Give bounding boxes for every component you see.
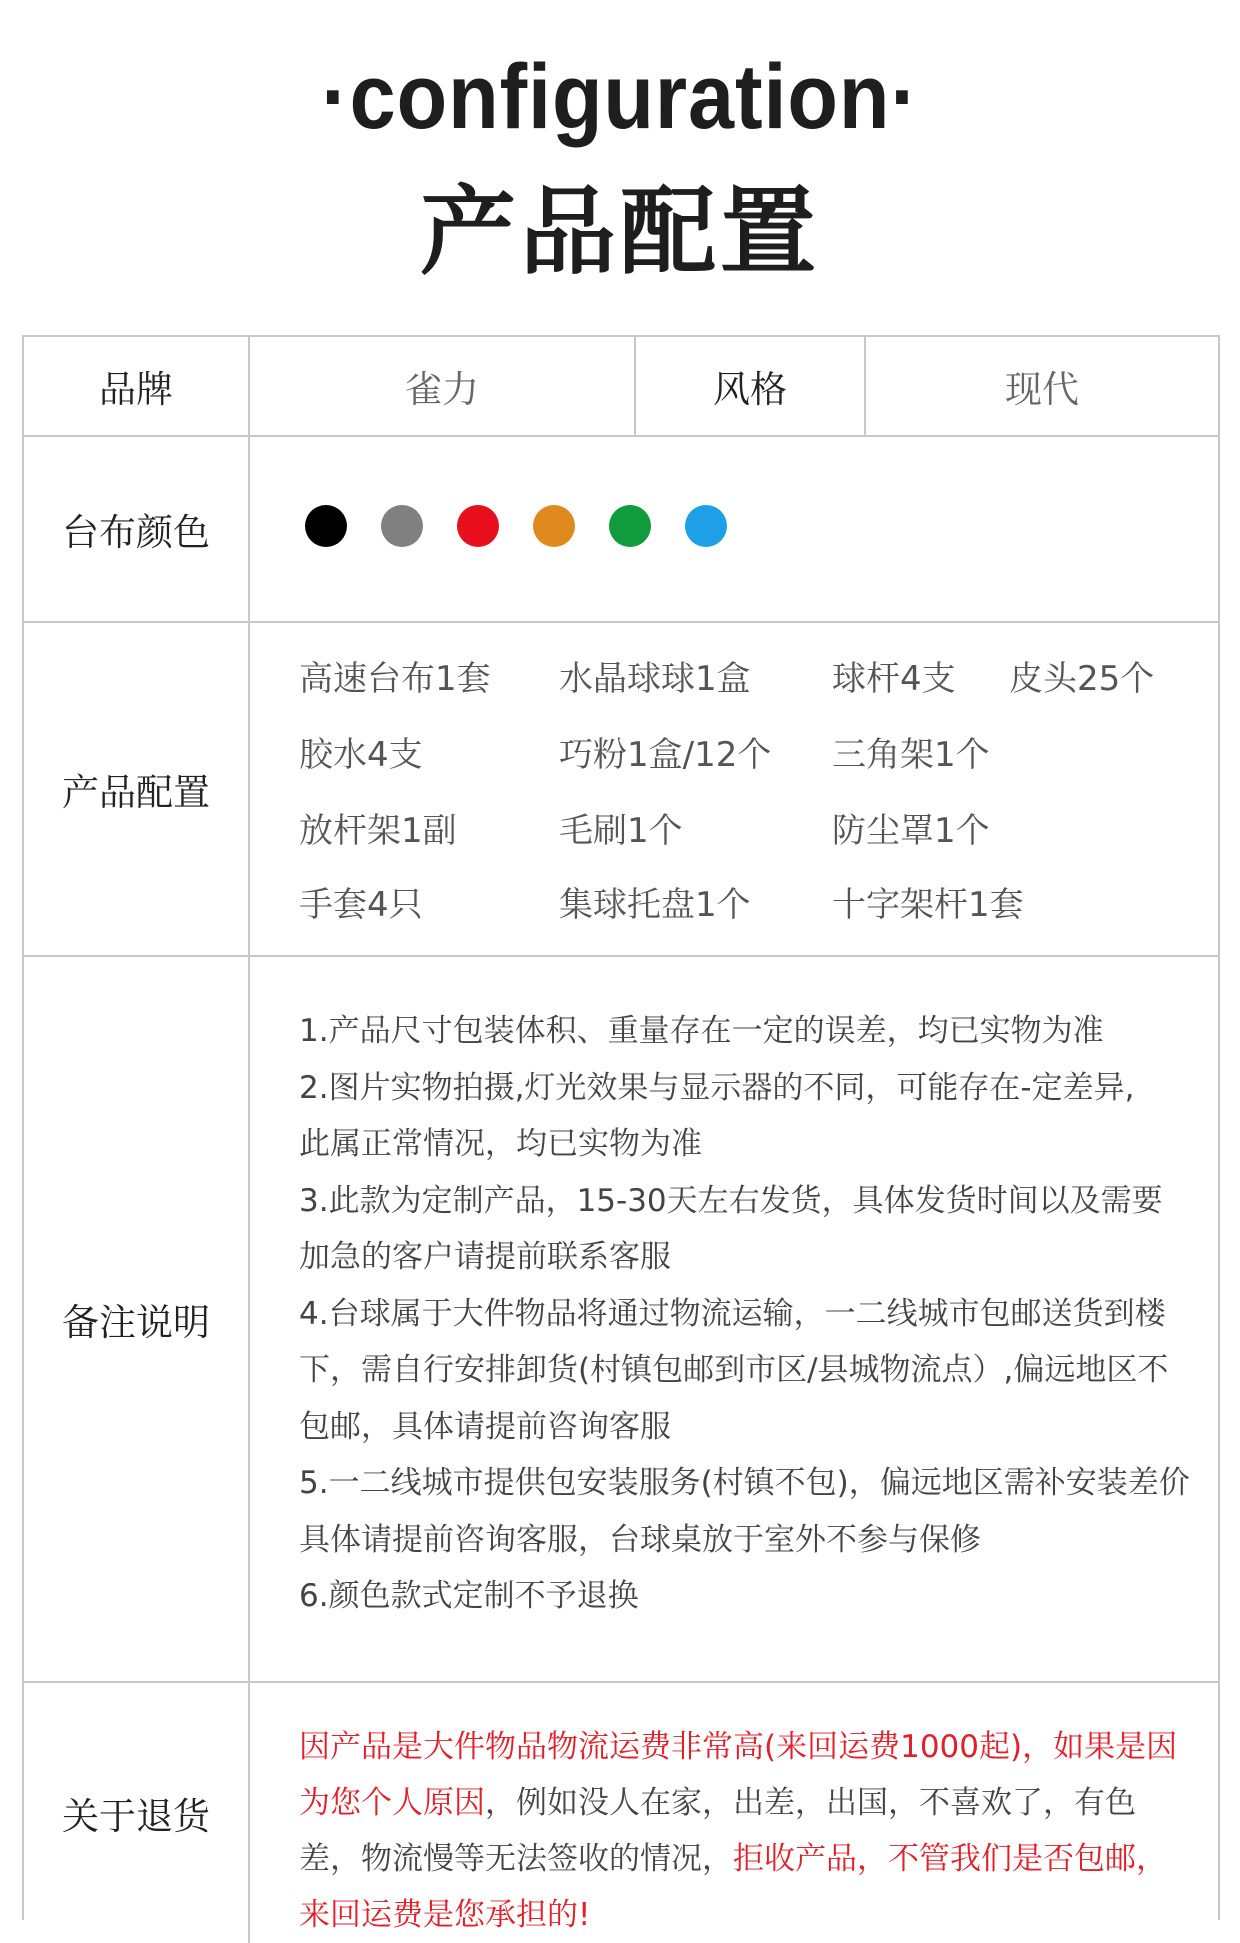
config-item: 放杆架1副 [299,811,457,851]
chinese-title: 产品配置 [420,176,820,288]
note-line: 加急的客户请提前联系客服 [299,1239,671,1275]
return-line-1: 因产品是大件物品物流运费非常高(来回运费1000起)，如果是因 [299,1729,1178,1765]
note-line: 4.台球属于大件物品将通过物流运输，一二线城市包邮送货到楼 [299,1295,1166,1332]
style-label: 风格 [636,337,866,435]
return-row [24,1683,1218,1943]
color-swatches [250,437,1218,621]
note-line: 6.颜色款式定制不予退换 [299,1578,639,1614]
note-line: 包邮，具体请提前咨询客服 [299,1408,671,1445]
color-label: 台布颜色 [24,437,250,621]
page-header [0,0,1240,330]
swatch-orange [533,505,575,547]
config-items [24,623,1218,955]
config-item: 手套4只 [299,885,423,925]
swatch-red [457,505,499,547]
note-line: 具体请提前咨询客服，台球桌放于室外不参与保修 [299,1521,981,1558]
return-line-2-rest: ，例如没人在家，出差，出国，不喜欢了，有色 [485,1785,1136,1821]
return-line-4: 来回运费是您承担的! [299,1897,591,1933]
note-line: 下，需自行安排卸货(村镇包邮到市区/县城物流点）,偏远地区不 [299,1352,1169,1388]
color-row [24,437,1218,623]
brand-value: 雀力 [250,337,636,435]
swatch-green [609,505,651,547]
return-line-3-start: 差，物流慢等无法签收的情况， [299,1841,733,1877]
return-line-2 [299,1783,1136,1823]
note-line: 2.图片实物拍摄,灯光效果与显示器的不同，可能存在-定差异, [299,1069,1135,1106]
style-value: 现代 [1005,368,1079,411]
note-line: 3.此款为定制产品，15-30天左右发货，具体发货时间以及需要 [299,1182,1163,1219]
note-line: 此属正常情况，均已实物为准 [299,1126,702,1162]
config-item: 防尘罩1个 [832,811,990,851]
notes-lines [24,957,1218,1681]
config-label: 产品配置 [24,623,250,955]
spec-table [22,335,1220,1933]
config-item: 胶水4支 [299,735,423,775]
config-item: 皮头25个 [1009,659,1155,699]
config-item: 水晶球球1盒 [559,659,751,699]
config-item: 十字架杆1套 [832,885,1024,925]
return-line-2-red: 为您个人原因 [299,1785,485,1821]
return-line-3-red: 拒收产品，不管我们是否包邮， [733,1841,1167,1877]
config-item: 三角架1个 [832,735,990,775]
swatch-blue [685,505,727,547]
return-label: 关于退货 [24,1683,250,1943]
config-item: 巧粉1盒/12个 [559,735,772,775]
notes-row [24,957,1218,1683]
brand-row [24,337,1218,437]
config-item: 球杆4支 [832,659,956,699]
swatch-black [305,505,347,547]
config-item: 毛刷1个 [559,811,683,851]
english-title: ·configuration· [321,46,919,148]
config-row [24,623,1218,957]
return-line-3 [299,1839,1167,1879]
swatch-gray [381,505,423,547]
config-item: 高速台布1套 [299,659,491,699]
config-item: 集球托盘1个 [559,885,751,925]
note-line: 5.一二线城市提供包安装服务(村镇不包)，偏远地区需补安装差价 [299,1465,1190,1501]
brand-label: 品牌 [24,337,250,435]
notes-label: 备注说明 [24,957,250,1681]
note-line: 1.产品尺寸包装体积、重量存在一定的误差，均已实物为准 [299,1013,1104,1049]
